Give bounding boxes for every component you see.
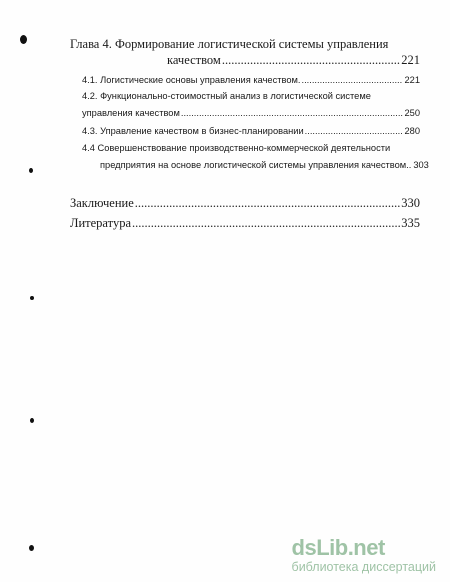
leader-dots bbox=[135, 196, 401, 211]
binder-mark bbox=[29, 168, 33, 173]
toc-page-number: 221 bbox=[404, 75, 420, 85]
toc-entry-title: Заключение bbox=[70, 196, 134, 210]
toc-page-number: 303 bbox=[413, 160, 429, 170]
leader-dots bbox=[301, 75, 403, 85]
toc-entry-4-4 bbox=[100, 160, 429, 170]
leader-dots bbox=[305, 126, 404, 136]
watermark-brand: dsLib.net bbox=[291, 535, 385, 560]
toc-conclusion bbox=[70, 196, 420, 211]
toc-entry-4-4-title: 4.4 Совершенствование производственно-коммерческой деятельности bbox=[82, 143, 391, 153]
toc-entry-4-2-title: 4.2. Функционально-стоимостный анализ в логистической системе bbox=[82, 91, 371, 101]
binder-mark bbox=[29, 545, 34, 551]
binder-mark bbox=[20, 35, 27, 44]
binder-mark bbox=[30, 418, 34, 423]
toc-chapter-line bbox=[167, 53, 420, 68]
binder-mark bbox=[30, 296, 34, 300]
toc-entry-title: Литература bbox=[70, 216, 131, 230]
toc-page-number: 330 bbox=[401, 196, 420, 210]
toc-entry-4-3 bbox=[82, 126, 420, 136]
leader-dots bbox=[181, 108, 404, 118]
toc-literature bbox=[70, 216, 420, 231]
toc-chapter-title: Глава 4. Формирование логистической системы управления bbox=[70, 37, 389, 51]
toc-entry-4-2 bbox=[82, 108, 420, 118]
toc-entry-4-1 bbox=[82, 75, 420, 85]
toc-entry-title: 4.1. Логистические основы управления качеством. bbox=[82, 75, 301, 85]
toc-entry-continuation: управления качеством bbox=[82, 108, 180, 118]
toc-page-number: 221 bbox=[401, 53, 420, 67]
leader-dots bbox=[222, 53, 400, 68]
toc-chapter-continuation: качеством bbox=[167, 53, 221, 67]
leader-dots bbox=[132, 216, 400, 231]
watermark-logo bbox=[292, 537, 436, 574]
watermark-tagline: библиотека диссертаций bbox=[291, 560, 436, 574]
toc-page-number: 280 bbox=[404, 126, 420, 136]
toc-page-number: 335 bbox=[401, 216, 420, 230]
toc-entry-title: 4.3. Управление качеством в бизнес-планировании bbox=[82, 126, 304, 136]
toc-entry-continuation: предприятия на основе логистической системы управления качеством.. bbox=[100, 160, 412, 170]
toc-page-number: 250 bbox=[404, 108, 420, 118]
